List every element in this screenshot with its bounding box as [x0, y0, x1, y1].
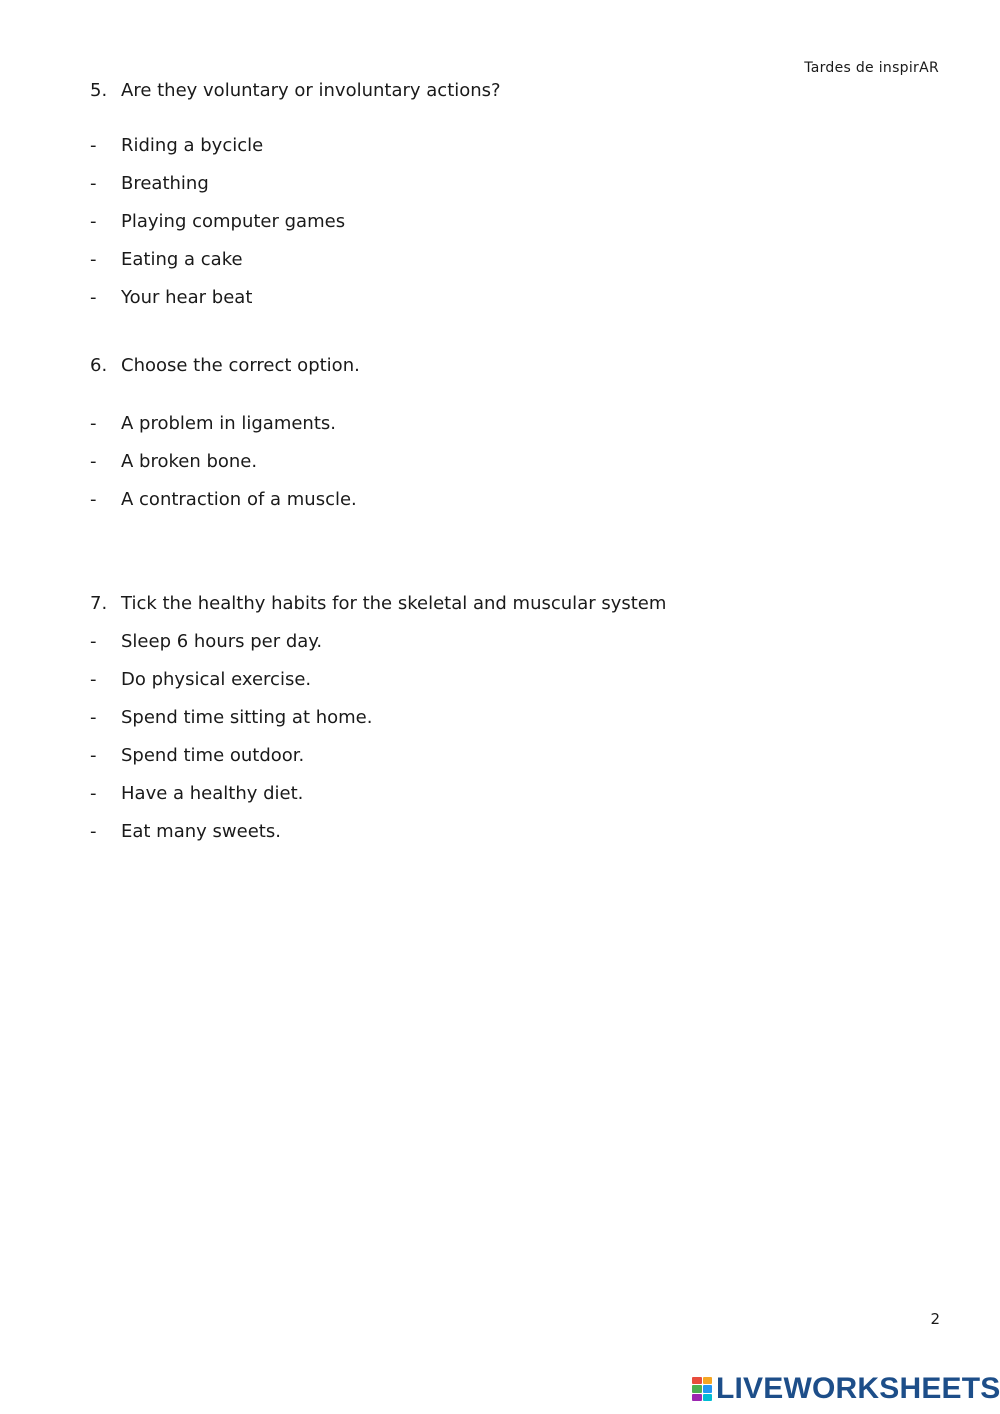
logo-tile [692, 1377, 702, 1384]
question-text: Are they voluntary or involuntary actions? [121, 80, 501, 101]
list-item [90, 249, 243, 270]
logo-text: LIVEWORKSHEETS [716, 1372, 1000, 1405]
list-item [90, 489, 357, 510]
logo-tile [692, 1385, 702, 1392]
item-text: A contraction of a muscle. [121, 489, 357, 510]
question-number: 6. [90, 355, 108, 376]
list-item [90, 287, 252, 308]
item-text: Spend time sitting at home. [121, 707, 373, 728]
logo-tile [703, 1385, 713, 1392]
question-text: Tick the healthy habits for the skeletal and muscular system [121, 593, 667, 614]
bullet-dash: - [90, 451, 97, 472]
question-5 [90, 80, 501, 101]
item-text: A problem in ligaments. [121, 413, 336, 434]
logo-tiles-icon [692, 1377, 712, 1401]
list-item [90, 631, 322, 652]
question-6 [90, 355, 360, 376]
logo-tile [692, 1394, 702, 1401]
item-text: Do physical exercise. [121, 669, 312, 690]
question-number: 5. [90, 80, 108, 101]
item-text: Your hear beat [121, 287, 253, 308]
item-text: Playing computer games [121, 211, 346, 232]
bullet-dash: - [90, 821, 97, 842]
bullet-dash: - [90, 669, 97, 690]
list-item [90, 451, 257, 472]
question-7 [90, 593, 666, 614]
item-text: Have a healthy diet. [121, 783, 304, 804]
question-text: Choose the correct option. [121, 355, 360, 376]
item-text: Breathing [121, 173, 209, 194]
list-item [90, 413, 336, 434]
item-text: Eating a cake [121, 249, 243, 270]
question-number: 7. [90, 593, 108, 614]
bullet-dash: - [90, 211, 97, 232]
logo-tile [703, 1377, 713, 1384]
logo-tile [703, 1394, 713, 1401]
list-item [90, 821, 281, 842]
liveworksheets-logo [692, 1372, 1000, 1406]
page-header: Tardes de inspirAR [804, 60, 939, 76]
list-item [90, 783, 303, 804]
list-item [90, 135, 263, 156]
bullet-dash: - [90, 413, 97, 434]
bullet-dash: - [90, 707, 97, 728]
list-item [90, 173, 209, 194]
page-number: 2 [930, 1310, 940, 1328]
bullet-dash: - [90, 489, 97, 510]
list-item [90, 707, 372, 728]
list-item [90, 745, 304, 766]
item-text: Spend time outdoor. [121, 745, 305, 766]
bullet-dash: - [90, 745, 97, 766]
item-text: Sleep 6 hours per day. [121, 631, 323, 652]
bullet-dash: - [90, 249, 97, 270]
bullet-dash: - [90, 287, 97, 308]
bullet-dash: - [90, 783, 97, 804]
list-item [90, 669, 311, 690]
bullet-dash: - [90, 173, 97, 194]
bullet-dash: - [90, 631, 97, 652]
item-text: A broken bone. [121, 451, 258, 472]
item-text: Riding a bycicle [121, 135, 264, 156]
list-item [90, 211, 345, 232]
bullet-dash: - [90, 135, 97, 156]
item-text: Eat many sweets. [121, 821, 281, 842]
